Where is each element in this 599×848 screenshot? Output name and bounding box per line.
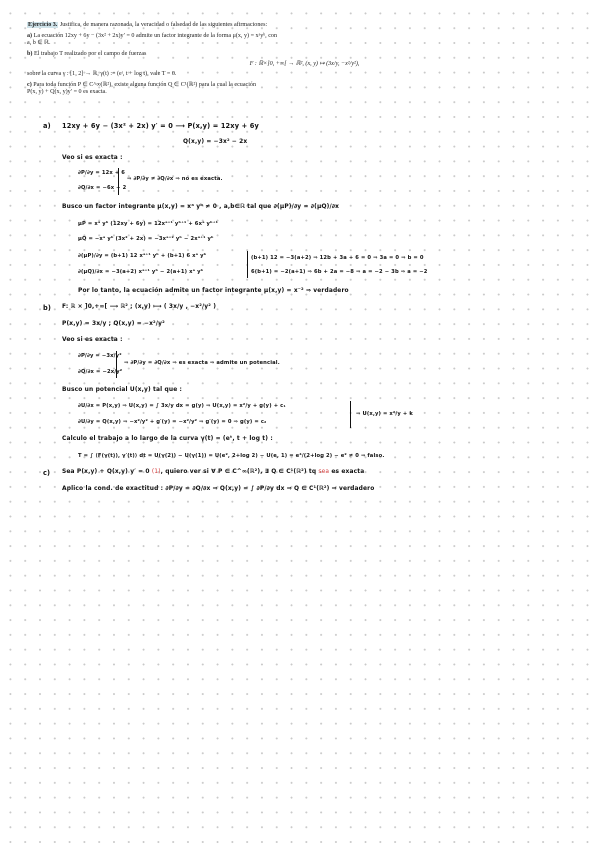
hw-c-crossed-1: (1) xyxy=(151,469,161,475)
hw-c-line-a: Sea P(x,y) + Q(x,y) y′ = 0 xyxy=(62,469,152,475)
hw-b-search: Busco un potencial U(x,y) tal que : xyxy=(62,387,183,393)
item-c-line2: P(x, y) + Q(x, y)y′ = 0 es exacta. xyxy=(27,89,107,96)
hw-a-notexact: ⇒ ∂P/∂y ≠ ∂Q/∂x ⇒ no es exacta. xyxy=(127,176,223,182)
hw-a-qx: ∂Q/∂x = −6x − 2 xyxy=(78,185,127,191)
item-b-line1: El trabajo T realizado por el campo de fuerzas xyxy=(33,50,147,57)
hw-a-conclusion: Por lo tanto, la ecuación admite un factor integrante μ(x,y) = x⁻² ⇒ verdadero xyxy=(78,288,349,294)
hw-b-qx: ∂Q/∂x = −2x/y² xyxy=(78,369,123,375)
hw-a-dmup: ∂(μP)/∂y = (b+1) 12 xᵃ⁺¹ yᵇ + (b+1) 6 xᵃ yᵇ xyxy=(78,253,207,259)
item-a-line1: La ecuación 12xy + 6y − (3x² + 2x)y′ = 0 admite un factor integrante de la forma μ(x, y) = xᵃyᵇ, con xyxy=(33,32,278,39)
hw-a-check: Veo si es exacta : xyxy=(62,155,123,161)
hw-a-mup: μP = xᵃ yᵇ (12xy + 6y) = 12xᵃ⁺¹ yᵇ⁺¹ + 6xᵃ yᵇ⁺¹ xyxy=(78,221,219,227)
hw-c-line-b: quiero ver si ∀ P ∈ C^∞(ℝ²), ∃ Q ∈ C¹(ℝ²) tq xyxy=(165,469,317,475)
hw-a-muq: μQ = −xᵃ yᵇ (3x² + 2x) = −3xᵃ⁺² yᵇ − 2xᵃ⁺¹ yᵇ xyxy=(78,236,214,242)
hw-a-dmuq: ∂(μQ)/∂x = −3(a+2) xᵃ⁺¹ yᵇ − 2(a+1) xᵃ yᵇ xyxy=(78,269,204,275)
hw-a-brace xyxy=(118,168,119,195)
item-a-line2: a, b ∈ ℝ. xyxy=(27,39,51,46)
item-b-line2: sobre la curva γ : [1, 2] → ℝ, γ(t) := (eᵗ, t + log t), vale T = 0. xyxy=(27,71,177,78)
hw-b-ux: ∂U/∂x = P(x,y) ⇒ U(x,y) = ∫ 3x/y dx = g(y) ⇒ U(x,y) = x²/y + g(y) + c₁ xyxy=(78,403,286,409)
hw-b-label: b) xyxy=(43,304,52,312)
exercise-statement xyxy=(27,22,582,100)
hw-c-line: Sea P(x,y) + Q(x,y) y′ = 0 (1), quiero ver si ∀ P ∈ C^∞(ℝ²), ∃ Q ∈ C¹(ℝ²) tq sea es exacta xyxy=(62,469,365,475)
exercise-title xyxy=(27,22,582,29)
hw-b-py: ∂P/∂y = −3x/y² xyxy=(78,353,122,359)
hw-b-potential-brace xyxy=(350,401,351,428)
hw-b-exact: ⇒ ∂P/∂y = ∂Q/∂x ⇒ es exacta ⇒ admite un potencial. xyxy=(124,360,280,366)
hw-c-crossed-2: sea xyxy=(318,469,330,475)
hw-b-field: F: ℝ × ]0,+∞[ ⟶ ℝ² ; (x,y) ⟼ ( 3x/y , −x²/y² ) xyxy=(62,304,217,310)
hw-b-pq: P(x,y) = 3x/y ; Q(x,y) = −x²/y² xyxy=(62,321,165,327)
hw-a-search: Busco un factor integrante μ(x,y) = xᵃ yᵇ ≠ 0 , a,b∈ℝ tal que ∂(μP)/∂y = ∂(μQ)/∂x xyxy=(62,204,340,210)
hw-c-condition: Aplico la cond. de exactitud : ∂P/∂y = ∂Q/∂x ⇒ Q(x,y) = ∫ ∂P/∂y dx ⇒ Q ∈ C¹(ℝ²) ⇒ verdadero xyxy=(62,486,375,492)
item-c-line1: Para toda función P ∈ C^∞(ℝ²), existe alguna función Q ∈ C¹(ℝ²) para la cual la ecuación xyxy=(33,82,257,89)
item-b xyxy=(27,51,582,58)
hw-a-system-2: 6(b+1) = −2(a+1) ⇒ 6b + 2a = −8 ⇒ a = −2 − 3b ⇒ a = −2 xyxy=(251,269,428,275)
hw-c-label: c) xyxy=(43,469,51,477)
exercise-title-text: Justifica, de manera razonada, la veracidad o falsedad de las siguientes afirmaciones: xyxy=(59,22,268,28)
hw-b-T: T = ∫ ⟨F(γ(t)), γ′(t)⟩ dt = U(γ(2)) − U(γ(1)) = U(e², 2+log 2) − U(e, 1) = e⁴/(2+log 2) − e² ≠ 0 ⇒ falso. xyxy=(78,453,385,459)
hw-b-uy: ∂U/∂y = Q(x,y) ⇒ −x²/y² + g′(y) = −x²/y² ⇒ g′(y) = 0 ⇒ g(y) = c₂ xyxy=(78,419,267,425)
item-a xyxy=(27,33,582,47)
hw-b-check: Veo si es exacta : xyxy=(62,337,123,343)
exercise-tag: Ejercicio 3. xyxy=(28,22,58,28)
hw-a-system-brace xyxy=(247,251,248,278)
item-c xyxy=(27,82,582,96)
hw-a-label: a) xyxy=(43,122,51,130)
item-c-label: c) xyxy=(27,82,32,89)
hw-b-result: ⇒ U(x,y) = x²/y + k xyxy=(356,411,413,417)
hw-a-py: ∂P/∂y = 12x + 6 xyxy=(78,170,126,176)
hw-b-brace xyxy=(116,351,117,378)
item-b-label: b) xyxy=(27,50,33,57)
item-a-label: a) xyxy=(27,32,33,39)
hw-a-system-1: (b+1) 12 = −3(a+2) ⇒ 12b + 3a + 6 = 0 ⇒ 3a = 0 ⇒ b = 0 xyxy=(251,255,424,261)
hw-a-q: Q(x,y) = −3x² − 2x xyxy=(183,139,248,145)
hw-c-line-c: es exacta xyxy=(331,469,365,475)
hw-b-work: Calculo el trabajo a lo largo de la curva γ(t) = (eᵗ, t + log t) : xyxy=(62,436,273,442)
hw-a-equation: 12xy + 6y − (3x² + 2x) y′ = 0 ⟶ P(x,y) = 12xy + 6y xyxy=(62,122,259,130)
item-b-formula: F : ℝ×]0, +∞[ → ℝ², (x, y) ↦ (3x/y, −x²/y²), xyxy=(249,61,360,68)
